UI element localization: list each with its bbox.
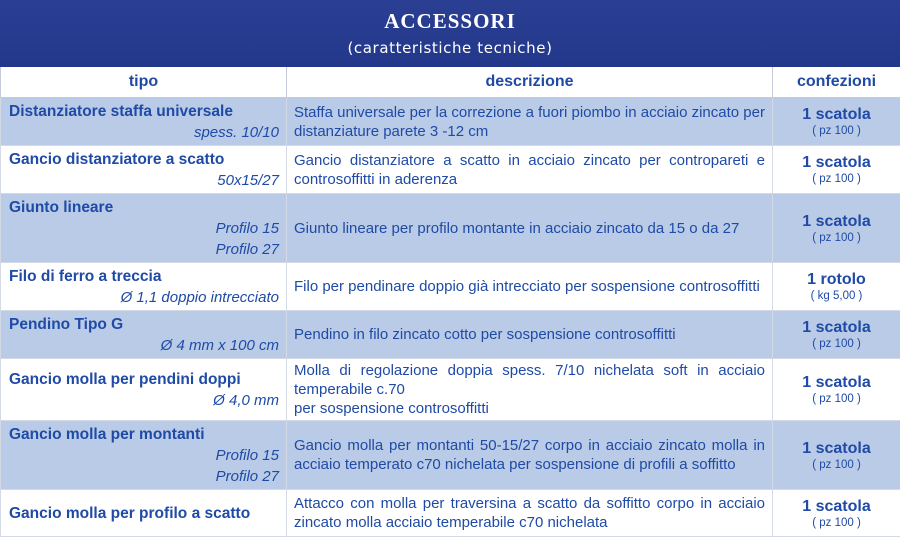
- package-quantity: 1 scatola: [802, 106, 871, 123]
- cell-confezioni: [773, 146, 900, 194]
- table-row: [1, 311, 900, 359]
- package-quantity: 1 scatola: [802, 374, 871, 391]
- package-quantity: 1 scatola: [802, 319, 871, 336]
- description-text: Gancio distanziatore a scatto in acciaio zincato per contropareti e controsoffitti in aderenza: [294, 151, 765, 188]
- package-note: ( pz 100 ): [812, 338, 861, 350]
- cell-descrizione: [287, 263, 773, 311]
- page-title: ACCESSORI: [384, 9, 516, 33]
- cell-confezioni: [773, 263, 900, 311]
- cell-descrizione: [287, 146, 773, 194]
- column-header-confezioni: confezioni: [773, 67, 900, 98]
- description-text: Giunto lineare per profilo montante in acciaio zincato da 15 o da 27: [294, 219, 740, 237]
- cell-confezioni: [773, 421, 900, 490]
- description-text: Molla di regolazione doppia spess. 7/10 nichelata soft in acciaio temperabile c.70: [294, 362, 765, 398]
- product-name: Filo di ferro a treccia: [9, 267, 162, 285]
- table-row: [1, 490, 900, 537]
- description-text: Attacco con molla per traversina a scatto da soffitto corpo in acciaio zincato molla acciaio temperabile c70 nichelata: [294, 495, 765, 531]
- product-spec: spess. 10/10: [193, 123, 279, 141]
- table-row: [1, 98, 900, 146]
- cell-descrizione: [287, 359, 773, 421]
- product-name: Gancio molla per pendini doppi: [9, 370, 241, 388]
- package-quantity: 1 scatola: [802, 439, 871, 457]
- product-name: Gancio distanziatore a scatto: [9, 150, 225, 168]
- package-note: ( kg 5,00 ): [810, 290, 863, 302]
- package-note: ( pz 100 ): [812, 125, 861, 137]
- product-spec: Ø 1,1 doppio intrecciato: [120, 288, 279, 306]
- cell-tipo: [1, 359, 287, 421]
- product-name: Gancio molla per montanti: [9, 425, 205, 443]
- description-text: Gancio molla per montanti 50-15/27 corpo in acciaio zincato molla in acciaio temperato c70 nichelata per sospensione di profili a soffitto: [294, 437, 765, 473]
- cell-confezioni: [773, 359, 900, 421]
- description-text: Pendino in filo zincato cotto per sospensione controsoffitti: [294, 326, 676, 343]
- cell-tipo: [1, 146, 287, 194]
- package-quantity: 1 scatola: [802, 154, 871, 171]
- package-quantity: 1 scatola: [802, 497, 871, 515]
- cell-tipo: [1, 98, 287, 146]
- accessori-table: [0, 67, 900, 537]
- cell-confezioni: [773, 311, 900, 359]
- cell-descrizione: [287, 421, 773, 490]
- page-subtitle: (caratteristiche tecniche): [347, 39, 553, 57]
- product-name: Pendino Tipo G: [9, 315, 124, 333]
- product-spec: 50x15/27: [217, 171, 279, 189]
- cell-descrizione: [287, 490, 773, 537]
- column-header-descrizione: descrizione: [287, 67, 773, 98]
- package-note: ( pz 100 ): [812, 173, 861, 185]
- cell-descrizione: [287, 98, 773, 146]
- package-quantity: 1 rotolo: [807, 271, 866, 288]
- header-banner: [0, 0, 900, 67]
- description-text: Filo per pendinare doppio già intrecciato per sospensione controsoffitti: [294, 278, 760, 295]
- description-text: Staffa universale per la correzione a fuori piombo in acciaio zincato per distanziature parete 3 -12 cm: [294, 103, 765, 140]
- product-name: Gancio molla per profilo a scatto: [9, 504, 251, 522]
- table-row: [1, 146, 900, 194]
- package-note: ( pz 100 ): [812, 231, 861, 244]
- package-note: ( pz 100 ): [812, 516, 861, 529]
- product-spec: Profilo 15: [215, 446, 279, 464]
- package-note: ( pz 100 ): [812, 393, 861, 405]
- package-note: ( pz 100 ): [812, 458, 861, 471]
- description-text: per sospensione controsoffitti: [294, 400, 489, 417]
- product-spec: Profilo 15: [215, 219, 279, 237]
- table-row: [1, 421, 900, 490]
- cell-confezioni: [773, 490, 900, 537]
- cell-tipo: [1, 263, 287, 311]
- cell-confezioni: [773, 98, 900, 146]
- product-spec: Ø 4,0 mm: [213, 391, 279, 409]
- product-name: Giunto lineare: [9, 198, 114, 216]
- column-header-tipo: tipo: [1, 67, 287, 98]
- table-row: [1, 359, 900, 421]
- cell-tipo: [1, 421, 287, 490]
- table-row: [1, 194, 900, 263]
- product-spec: Ø 4 mm x 100 cm: [160, 336, 279, 354]
- product-spec: Profilo 27: [215, 240, 279, 258]
- product-name: Distanziatore staffa universale: [9, 102, 233, 120]
- table-row: [1, 263, 900, 311]
- cell-tipo: [1, 311, 287, 359]
- cell-confezioni: [773, 194, 900, 263]
- cell-tipo: [1, 490, 287, 537]
- table-header-row: [1, 67, 900, 98]
- table-body: [1, 98, 900, 537]
- product-spec: Profilo 27: [215, 467, 279, 485]
- package-quantity: 1 scatola: [802, 212, 871, 230]
- cell-descrizione: [287, 194, 773, 263]
- cell-descrizione: [287, 311, 773, 359]
- cell-tipo: [1, 194, 287, 263]
